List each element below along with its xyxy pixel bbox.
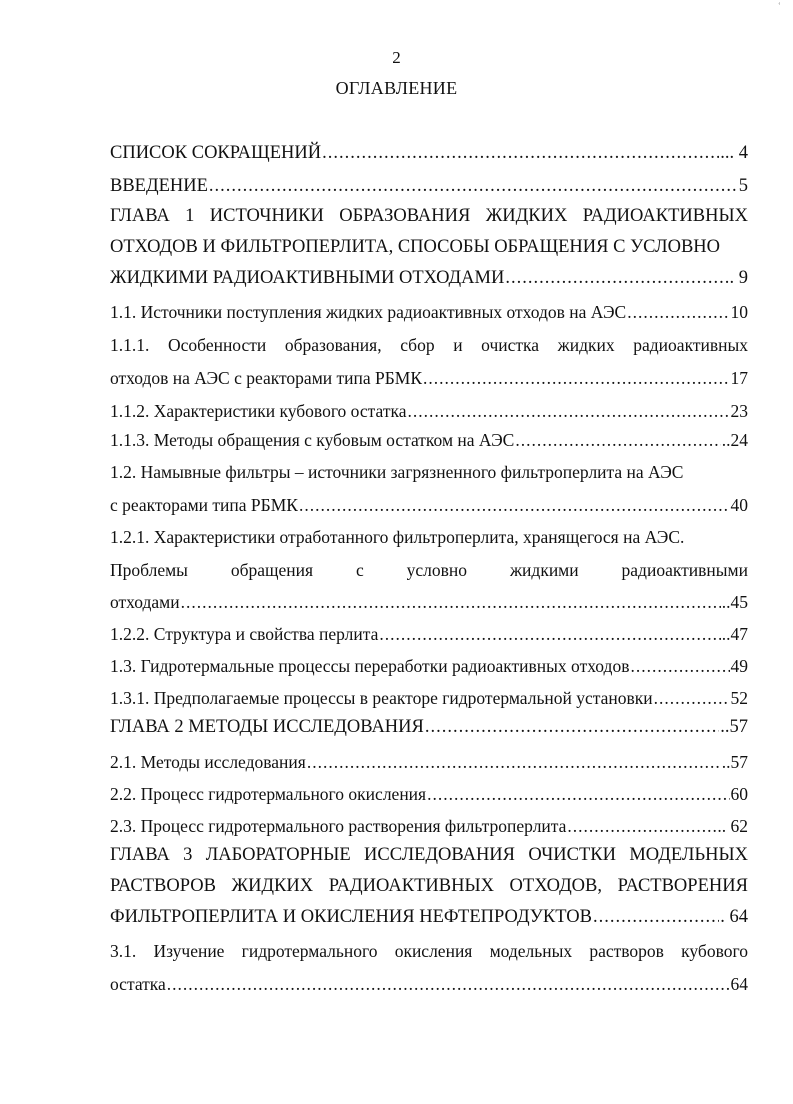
- toc-entry: отходами ..... ..45: [110, 592, 748, 613]
- toc-entry: 2.1. Методы исследования ..... ..57: [110, 752, 748, 773]
- toc-entry: 1.1.3. Методы обращения с кубовым остатком на АЭС ..... ..24: [110, 430, 748, 451]
- toc-entry-continuation: 1.2. Намывные фильтры – источники загрязненного фильтроперлита на АЭС: [110, 462, 684, 482]
- toc-entry: 1.1. Источники поступления жидких радиоактивных отходов на АЭС ..... 10: [110, 302, 748, 323]
- toc-entry-wrapped: Проблемы обращения с условно жидкими радиоактивными: [110, 560, 748, 580]
- toc-entry: ФИЛЬТРОПЕРЛИТА И ОКИСЛЕНИЯ НЕФТЕПРОДУКТОВ ..... . 64: [110, 907, 748, 928]
- toc-entry: 1.3.1. Предполагаемые процессы в реакторе гидротермальной установки ..... 52: [110, 688, 748, 709]
- toc-entry-wrapped: 3.1. Изучение гидротермального окисления модельных растворов кубового: [110, 941, 748, 961]
- toc-title: ОГЛАВЛЕНИЕ: [335, 78, 458, 98]
- toc-entry: 1.3. Гидротермальные процессы переработки радиоактивных отходов ..... 49: [110, 656, 748, 677]
- toc-entry-wrapped: РАСТВОРОВ ЖИДКИХ РАДИОАКТИВНЫХ ОТХОДОВ, РАСТВОРЕНИЯ: [110, 876, 748, 896]
- toc-entry-continuation: ОТХОДОВ И ФИЛЬТРОПЕРЛИТА, СПОСОБЫ ОБРАЩЕНИЯ С УСЛОВНО: [110, 237, 721, 257]
- toc-entry: 1.2.2. Структура и свойства перлита ..... ..47: [110, 624, 748, 645]
- toc-entry: остатка ..... 64: [110, 974, 748, 995]
- toc-entry: 2.2. Процесс гидротермального окисления ..... 60: [110, 784, 748, 805]
- toc-entry-wrapped: ГЛАВА 3 ЛАБОРАТОРНЫЕ ИССЛЕДОВАНИЯ ОЧИСТКИ МОДЕЛЬНЫХ: [110, 845, 748, 865]
- toc-entry-continuation: 1.2.1. Характеристики отработанного фильтроперлита, хранящегося на АЭС.: [110, 527, 685, 547]
- toc-entry: СПИСОК СОКРАЩЕНИЙ ..... ... 4: [110, 143, 748, 164]
- page-number: 2: [392, 48, 401, 67]
- toc-entry-wrapped: 1.1.1. Особенности образования, сбор и очистка жидких радиоактивных: [110, 335, 748, 355]
- scan-corner-mark: ʿ: [777, 2, 781, 13]
- toc-entry: ЖИДКИМИ РАДИОАКТИВНЫМИ ОТХОДАМИ ..... . 9: [110, 268, 748, 289]
- toc-entry: ГЛАВА 2 МЕТОДЫ ИССЛЕДОВАНИЯ ..... ..57: [110, 717, 748, 738]
- toc-entry: 2.3. Процесс гидротермального растворения фильтроперлита ..... .. 62: [110, 816, 748, 837]
- toc-entry: 1.1.2. Характеристики кубового остатка ..... 23: [110, 401, 748, 422]
- toc-entry: ВВЕДЕНИЕ ..... 5: [110, 176, 748, 197]
- toc-entry-wrapped: ГЛАВА 1 ИСТОЧНИКИ ОБРАЗОВАНИЯ ЖИДКИХ РАДИОАКТИВНЫХ: [110, 206, 748, 226]
- toc-entry: отходов на АЭС с реакторами типа РБМК ..... 17: [110, 368, 748, 389]
- toc-entry: с реакторами типа РБМК ..... 40: [110, 495, 748, 516]
